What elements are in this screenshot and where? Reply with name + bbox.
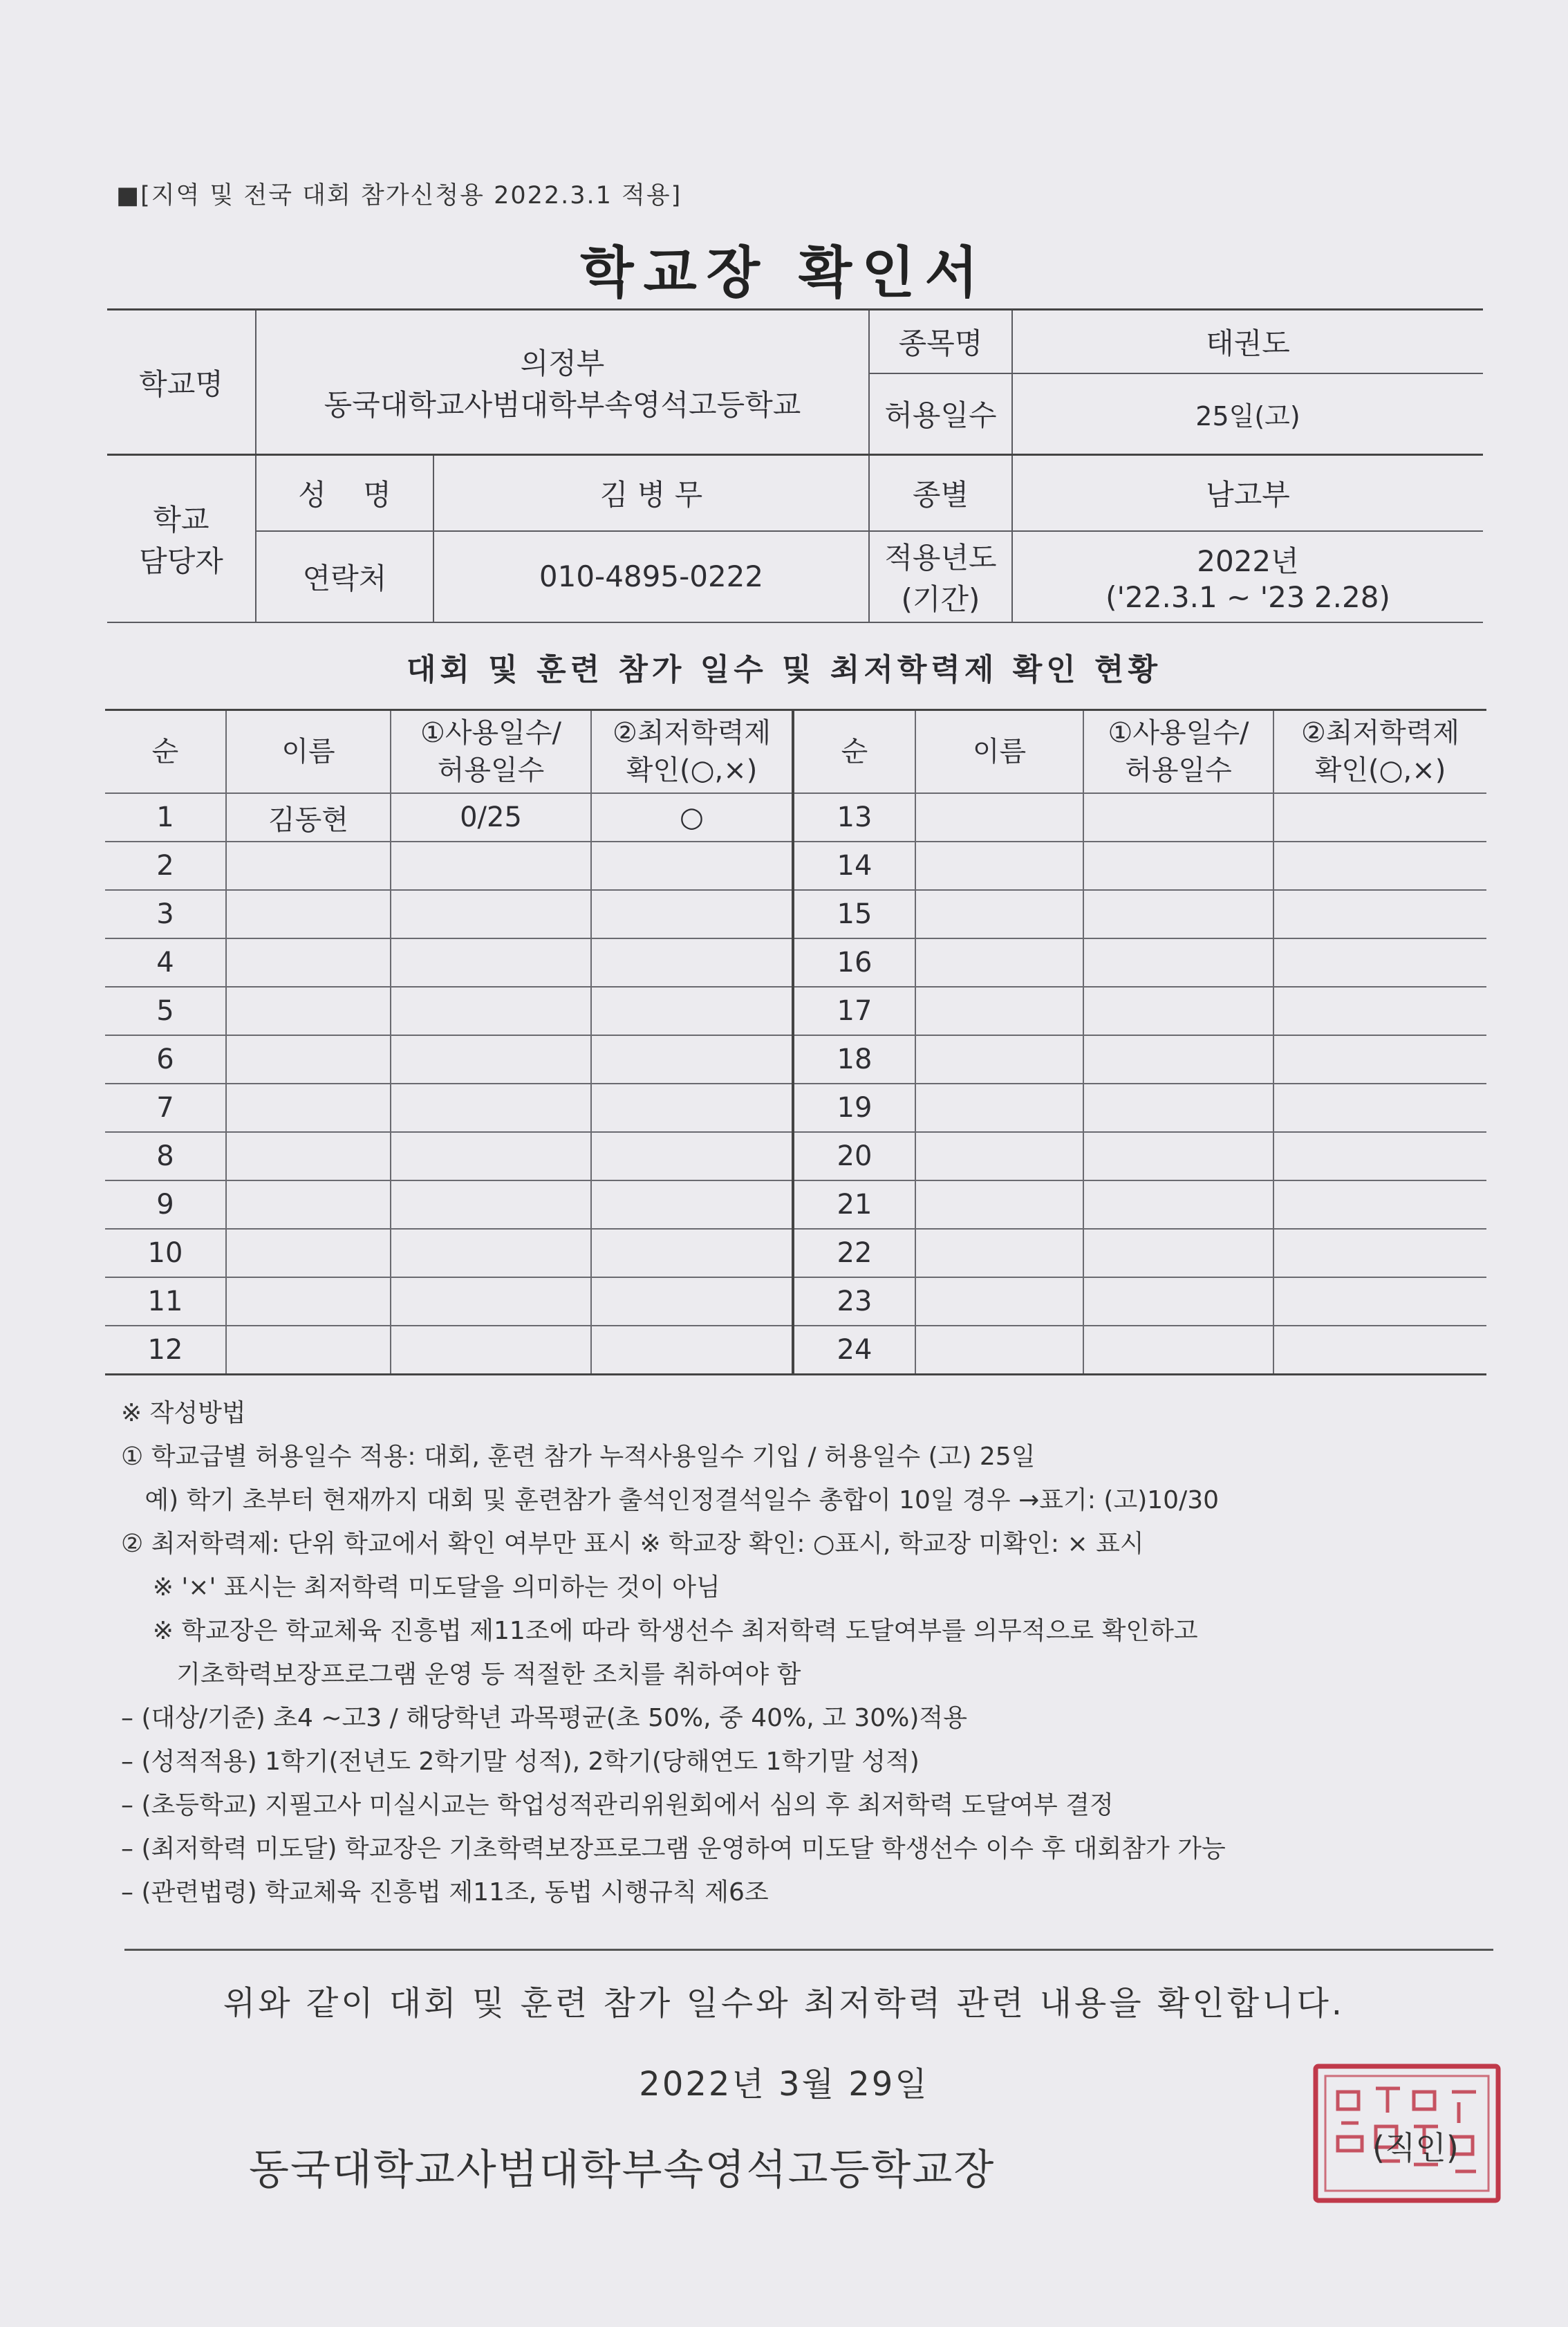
row-number: 7	[105, 1084, 226, 1132]
table-row	[105, 1180, 1486, 1229]
participation-table	[105, 709, 1486, 1375]
instruction-line: – (초등학교) 지필고사 미실시교는 학업성적관리위원회에서 심의 후 최저학력 도달여부 결정	[121, 1791, 1114, 1819]
row-name	[915, 1132, 1083, 1180]
row-days	[391, 1229, 591, 1277]
issue-date: 2022년 3월 29일	[639, 2065, 929, 2104]
manager-label: 학교 담당자	[107, 455, 256, 622]
confirmation-statement: 위와 같이 대회 및 훈련 참가 일수와 최저학력 관련 내용을 확인합니다.	[223, 1984, 1345, 2023]
row-check	[591, 1035, 793, 1084]
instruction-line: ① 학교급별 허용일수 적용: 대회, 훈련 참가 누적사용일수 기입 / 허용일수 (고) 25일	[121, 1443, 1036, 1471]
row-number: 12	[105, 1326, 226, 1375]
row-name	[915, 793, 1083, 842]
table-row	[105, 1229, 1486, 1277]
row-name	[226, 842, 391, 890]
instruction-line: ② 최저학력제: 단위 학교에서 확인 여부만 표시 ※ 학교장 확인: ○표시, 학교장 미확인: × 표시	[121, 1530, 1144, 1558]
row-name	[915, 1084, 1083, 1132]
row-check	[591, 1132, 793, 1180]
row-number: 20	[793, 1132, 915, 1180]
row-days	[1083, 1326, 1273, 1375]
table-row	[105, 842, 1486, 890]
row-number: 18	[793, 1035, 915, 1084]
row-check: ○	[591, 793, 793, 842]
row-check	[591, 890, 793, 938]
row-check	[591, 1084, 793, 1132]
row-days	[391, 842, 591, 890]
row-days	[391, 1035, 591, 1084]
row-days	[391, 1084, 591, 1132]
row-days	[1083, 938, 1273, 987]
row-name	[915, 1326, 1083, 1375]
row-check	[591, 1229, 793, 1277]
row-name	[915, 987, 1083, 1035]
contact-value: 010-4895-0222	[433, 531, 869, 622]
row-days	[391, 1132, 591, 1180]
row-check	[1273, 1180, 1486, 1229]
row-name	[915, 1277, 1083, 1326]
name-label: 성 명	[256, 455, 433, 531]
row-days	[1083, 842, 1273, 890]
row-check	[591, 938, 793, 987]
row-check	[1273, 938, 1486, 987]
section-title: 대회 및 훈련 참가 일수 및 최저학력제 확인 현황	[406, 652, 1162, 687]
row-days	[1083, 1132, 1273, 1180]
row-name	[915, 842, 1083, 890]
row-check	[591, 1277, 793, 1326]
row-check	[1273, 987, 1486, 1035]
row-check	[1273, 1084, 1486, 1132]
row-number: 19	[793, 1084, 915, 1132]
page-title: 학교장 확인서	[580, 241, 988, 305]
row-check	[591, 842, 793, 890]
instruction-line: – (성적적용) 1학기(전년도 2학기말 성적), 2학기(당해연도 1학기말 성적)	[121, 1747, 920, 1776]
instruction-line: – (관련법령) 학교체육 진흥법 제11조, 동법 시행규칙 제6조	[121, 1878, 769, 1907]
allowed-days-value: 25일(고)	[1012, 373, 1483, 455]
row-days	[391, 1180, 591, 1229]
row-number: 2	[105, 842, 226, 890]
instruction-line: ※ 작성방법	[121, 1399, 246, 1427]
row-number: 8	[105, 1132, 226, 1180]
header-no: 순	[793, 710, 915, 794]
form-tag: ■[지역 및 전국 대회 참가신청용 2022.3.1 적용]	[116, 182, 682, 210]
instruction-line: – (최저학력 미도달) 학교장은 기초학력보장프로그램 운영하여 미도달 학생선수 이수 후 대회참가 가능	[121, 1835, 1226, 1863]
row-name	[226, 1277, 391, 1326]
allowed-days-label: 허용일수	[869, 373, 1012, 455]
row-name	[915, 1229, 1083, 1277]
contact-label: 연락처	[256, 531, 433, 622]
row-days	[391, 890, 591, 938]
row-name: 김동현	[226, 793, 391, 842]
row-check	[591, 1326, 793, 1375]
header-check: ②최저학력제 확인(○,×)	[1273, 710, 1486, 794]
row-days	[391, 1326, 591, 1375]
event-label: 종목명	[869, 310, 1012, 373]
row-days	[1083, 1229, 1273, 1277]
header-name: 이름	[226, 710, 391, 794]
row-name	[226, 938, 391, 987]
row-name	[915, 1035, 1083, 1084]
row-check	[1273, 890, 1486, 938]
row-check	[1273, 1229, 1486, 1277]
school-label: 학교명	[107, 310, 256, 455]
row-days	[1083, 1035, 1273, 1084]
instruction-line: 기초학력보장프로그램 운영 등 적절한 조치를 취하여야 함	[121, 1660, 801, 1689]
table-row	[105, 890, 1486, 938]
instruction-line: ※ '×' 표시는 최저학력 미도달을 의미하는 것이 아님	[121, 1573, 720, 1602]
event-value: 태권도	[1012, 310, 1483, 373]
table-row	[105, 793, 1486, 842]
row-name	[226, 1326, 391, 1375]
row-check	[1273, 793, 1486, 842]
row-number: 16	[793, 938, 915, 987]
table-row	[105, 987, 1486, 1035]
division-label: 종별	[869, 455, 1012, 531]
row-number: 11	[105, 1277, 226, 1326]
table-row	[105, 938, 1486, 987]
row-days	[1083, 1180, 1273, 1229]
header-days: ①사용일수/ 허용일수	[391, 710, 591, 794]
row-number: 15	[793, 890, 915, 938]
year-value: 2022년 ('22.3.1 ~ '23 2.28)	[1012, 531, 1483, 622]
row-name	[915, 938, 1083, 987]
division-value: 남고부	[1012, 455, 1483, 531]
row-number: 6	[105, 1035, 226, 1084]
row-number: 14	[793, 842, 915, 890]
instruction-line: 예) 학기 초부터 현재까지 대회 및 훈련참가 출석인정결석일수 총합이 10일 경우 →표기: (고)10/30	[121, 1486, 1220, 1514]
row-days	[1083, 793, 1273, 842]
row-days	[391, 1277, 591, 1326]
name-value: 김 병 무	[433, 455, 869, 531]
row-number: 23	[793, 1277, 915, 1326]
row-check	[1273, 1132, 1486, 1180]
table-row	[105, 1132, 1486, 1180]
row-days	[1083, 1084, 1273, 1132]
row-number: 22	[793, 1229, 915, 1277]
row-name	[226, 890, 391, 938]
seal-mark: (직인)	[1372, 2129, 1459, 2167]
instructions	[121, 1391, 1497, 1914]
row-name	[226, 1180, 391, 1229]
row-number: 9	[105, 1180, 226, 1229]
row-check	[1273, 1277, 1486, 1326]
row-name	[915, 890, 1083, 938]
row-days	[391, 938, 591, 987]
row-number: 5	[105, 987, 226, 1035]
header-name: 이름	[915, 710, 1083, 794]
row-number: 10	[105, 1229, 226, 1277]
row-name	[226, 987, 391, 1035]
row-days	[1083, 987, 1273, 1035]
row-number: 21	[793, 1180, 915, 1229]
row-number: 1	[105, 793, 226, 842]
row-check	[1273, 1326, 1486, 1375]
instruction-line: ※ 학교장은 학교체육 진흥법 제11조에 따라 학생선수 최저학력 도달여부를 의무적으로 확인하고	[121, 1617, 1198, 1645]
row-days	[1083, 1277, 1273, 1326]
row-check	[1273, 842, 1486, 890]
year-label: 적용년도 (기간)	[869, 531, 1012, 622]
principal-signature: 동국대학교사범대학부속영석고등학교장	[249, 2146, 996, 2194]
header-check: ②최저학력제 확인(○,×)	[591, 710, 793, 794]
row-number: 3	[105, 890, 226, 938]
row-check	[591, 1180, 793, 1229]
table-row	[105, 1084, 1486, 1132]
row-number: 4	[105, 938, 226, 987]
table-row	[105, 1277, 1486, 1326]
row-name	[226, 1035, 391, 1084]
row-check	[1273, 1035, 1486, 1084]
row-days	[1083, 890, 1273, 938]
row-number: 17	[793, 987, 915, 1035]
school-name: 의정부 동국대학교사범대학부속영석고등학교	[256, 310, 869, 455]
table-row	[105, 1326, 1486, 1375]
row-number: 13	[793, 793, 915, 842]
row-name	[226, 1229, 391, 1277]
row-number: 24	[793, 1326, 915, 1375]
row-days: 0/25	[391, 793, 591, 842]
divider	[124, 1949, 1493, 1951]
row-name	[226, 1132, 391, 1180]
row-name	[226, 1084, 391, 1132]
row-check	[591, 987, 793, 1035]
row-name	[915, 1180, 1083, 1229]
header-days: ①사용일수/ 허용일수	[1083, 710, 1273, 794]
instruction-line: – (대상/기준) 초4 ~고3 / 해당학년 과목평균(초 50%, 중 40%, 고 30%)적용	[121, 1704, 967, 1732]
info-table	[107, 308, 1483, 623]
table-row	[105, 1035, 1486, 1084]
row-days	[391, 987, 591, 1035]
header-no: 순	[105, 710, 226, 794]
